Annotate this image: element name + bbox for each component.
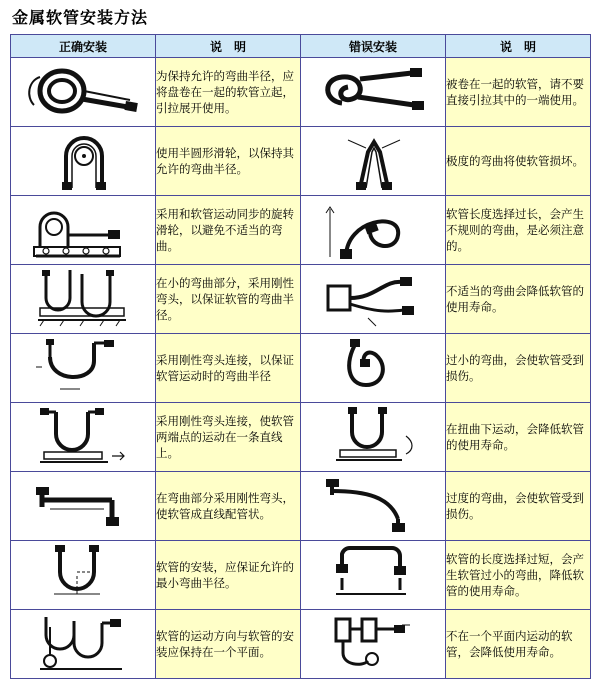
row-text: 被卷在一起的软管，请不要直接引拉其中的一端使用。 bbox=[446, 58, 591, 127]
row-text: 过度的弯曲，会使软管受到损伤。 bbox=[446, 472, 591, 541]
row-text: 在扭曲下运动，会降低软管的使用寿命。 bbox=[446, 403, 591, 472]
table-row bbox=[11, 334, 591, 403]
row-text: 使用半圆形滑轮，以保持其允许的弯曲半径。 bbox=[156, 127, 301, 196]
table-row bbox=[11, 472, 591, 541]
sharp-bend-wrong-icon bbox=[301, 127, 446, 196]
coiled-hose-wrong-icon bbox=[301, 58, 446, 127]
hose-installation-table bbox=[10, 34, 591, 679]
twisting-motion-wrong-icon bbox=[301, 403, 446, 472]
rigid-elbow-small-bend-correct-icon bbox=[11, 265, 156, 334]
table-row bbox=[11, 403, 591, 472]
out-of-plane-motion-wrong-icon bbox=[301, 610, 446, 679]
header-wrong-description: 说 明 bbox=[446, 35, 591, 58]
page-title: 金属软管安装方法 bbox=[12, 8, 149, 27]
row-text: 软管长度选择过长，会产生不规则的弯曲，是必须注意的。 bbox=[446, 196, 591, 265]
table-header-row bbox=[11, 35, 591, 58]
same-plane-motion-correct-icon bbox=[11, 610, 156, 679]
too-small-bend-wrong-icon bbox=[301, 334, 446, 403]
header-correct-install: 正确安装 bbox=[11, 35, 156, 58]
table-row bbox=[11, 265, 591, 334]
row-text: 不适当的弯曲会降低软管的使用寿命。 bbox=[446, 265, 591, 334]
rigid-elbow-connection-correct-icon bbox=[11, 334, 156, 403]
coiled-hose-correct-icon bbox=[11, 58, 156, 127]
row-text: 采用刚性弯头连接，以保证软管运动时的弯曲半径 bbox=[156, 334, 301, 403]
straight-line-motion-correct-icon bbox=[11, 403, 156, 472]
row-text: 极度的弯曲将使软管损坏。 bbox=[446, 127, 591, 196]
table-row bbox=[11, 127, 591, 196]
over-bending-wrong-icon bbox=[301, 472, 446, 541]
min-bend-radius-correct-icon bbox=[11, 541, 156, 610]
straight-piping-elbow-correct-icon bbox=[11, 472, 156, 541]
row-text: 过小的弯曲，会使软管受到损伤。 bbox=[446, 334, 591, 403]
row-text: 软管的运动方向与软管的安装应保持在一个平面。 bbox=[156, 610, 301, 679]
too-short-length-wrong-icon bbox=[301, 541, 446, 610]
row-text: 软管的安装，应保证允许的最小弯曲半径。 bbox=[156, 541, 301, 610]
table-row bbox=[11, 58, 591, 127]
header-correct-description: 说 明 bbox=[156, 35, 301, 58]
excess-length-wrong-icon bbox=[301, 196, 446, 265]
row-text: 在小的弯曲部分，采用刚性弯头，以保证软管的弯曲半径。 bbox=[156, 265, 301, 334]
sync-rotating-pulley-correct-icon bbox=[11, 196, 156, 265]
row-text: 采用刚性弯头连接，使软管两端点的运动在一条直线上。 bbox=[156, 403, 301, 472]
row-text: 不在一个平面内运动的软管，会降低使用寿命。 bbox=[446, 610, 591, 679]
row-text: 为保持允许的弯曲半径，应将盘卷在一起的软管立起，引拉展开使用。 bbox=[156, 58, 301, 127]
improper-bend-wrong-icon bbox=[301, 265, 446, 334]
row-text: 在弯曲部分采用刚性弯头，使软管成直线配管状。 bbox=[156, 472, 301, 541]
row-text: 软管的长度选择过短，会产生软管过小的弯曲，降低软管的使用寿命。 bbox=[446, 541, 591, 610]
row-text: 采用和软管运动同步的旋转滑轮，以避免不适当的弯曲。 bbox=[156, 196, 301, 265]
table-row bbox=[11, 610, 591, 679]
table-row bbox=[11, 541, 591, 610]
half-round-pulley-correct-icon bbox=[11, 127, 156, 196]
header-wrong-install: 错误安装 bbox=[301, 35, 446, 58]
table-row bbox=[11, 196, 591, 265]
